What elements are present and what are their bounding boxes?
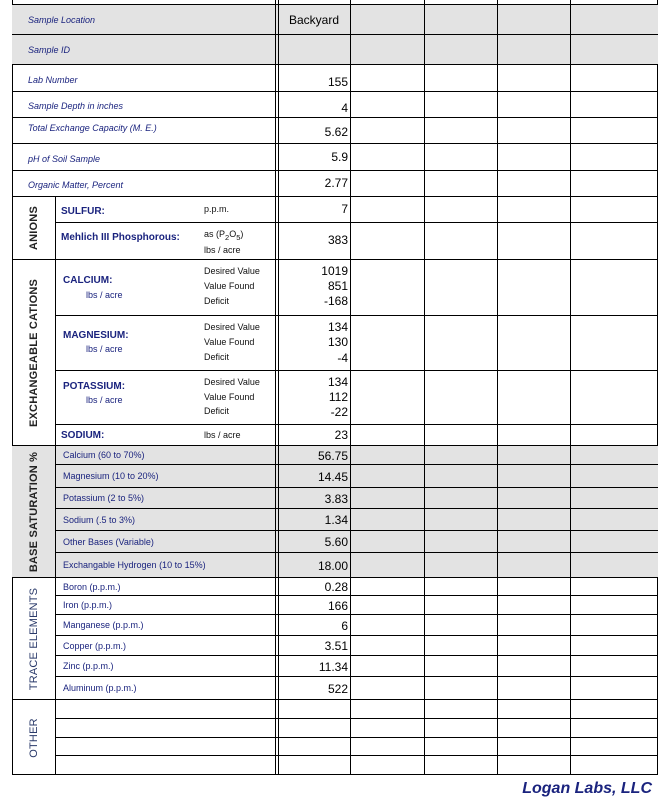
section-other [12, 700, 56, 775]
base-saturation-value: 14.45 [317, 470, 348, 484]
col-divider-3 [497, 0, 498, 775]
trace-value: 3.51 [324, 639, 348, 653]
row-sodium [56, 425, 658, 446]
calcium-deficit: -168 [323, 294, 348, 308]
base-saturation-value: 56.75 [317, 449, 348, 463]
ph-value: 5.9 [331, 150, 348, 164]
calcium-deficit-label: Deficit [204, 296, 230, 306]
sulfur-unit: p.p.m. [204, 204, 230, 214]
trace-label: Aluminum (p.p.m.) [63, 683, 137, 693]
trace-label: Copper (p.p.m.) [63, 641, 127, 651]
base-saturation-value: 18.00 [317, 559, 348, 573]
col-divider-4 [570, 0, 571, 775]
trace-title: TRACE ELEMENTS [27, 587, 40, 690]
base-saturation-value: 1.34 [324, 513, 348, 527]
magnesium-deficit-label: Deficit [204, 352, 230, 362]
row-potassium [56, 371, 658, 425]
other-row-3 [56, 738, 658, 756]
base-saturation-label: Calcium (60 to 70%) [63, 450, 145, 460]
row-organic-matter [12, 171, 658, 197]
row-tec [12, 118, 658, 144]
row-calcium [56, 260, 658, 316]
phosphorous-unit-2: lbs / acre [204, 245, 241, 255]
calcium-desired-label: Desired Value [204, 266, 260, 276]
organic-matter-value: 2.77 [324, 176, 348, 190]
magnesium-found: 130 [327, 335, 348, 349]
base-saturation-row [56, 553, 658, 578]
other-row-1 [56, 700, 658, 719]
other-title: OTHER [27, 717, 40, 758]
sample-depth-value: 4 [341, 101, 348, 115]
magnesium-found-label: Value Found [204, 337, 255, 347]
potassium-deficit-label: Deficit [204, 406, 230, 416]
phosphorous-label: Mehlich III Phosphorous: [61, 232, 180, 243]
row-lab-number [12, 65, 658, 92]
phosphorous-value: 383 [327, 233, 348, 247]
sodium-value: 23 [334, 428, 348, 442]
calcium-found-label: Value Found [204, 281, 255, 291]
base-saturation-row [56, 488, 658, 509]
base-saturation-row [56, 531, 658, 553]
trace-label: Zinc (p.p.m.) [63, 661, 114, 671]
base-saturation-row [56, 446, 658, 465]
trace-label: Iron (p.p.m.) [63, 600, 113, 610]
trace-row [56, 656, 658, 677]
sodium-unit: lbs / acre [204, 430, 241, 440]
base-saturation-label: Other Bases (Variable) [63, 537, 154, 547]
sample-location-value: Backyard [288, 13, 340, 27]
col-divider-a [275, 0, 276, 775]
trace-label: Manganese (p.p.m.) [63, 620, 144, 630]
col-divider-1 [350, 0, 351, 775]
potassium-desired-label: Desired Value [204, 377, 260, 387]
row-sample-location [12, 5, 658, 35]
sample-id-label: Sample ID [28, 45, 71, 55]
trace-value: 11.34 [318, 660, 348, 674]
magnesium-desired: 134 [327, 320, 348, 334]
trace-row [56, 615, 658, 636]
trace-value: 166 [327, 599, 348, 613]
sulfur-value: 7 [341, 202, 348, 216]
section-anions [12, 197, 56, 260]
magnesium-label: MAGNESIUM: [63, 330, 129, 341]
base-saturation-value: 5.60 [324, 535, 348, 549]
trace-value: 0.28 [324, 580, 348, 594]
base-saturation-row [56, 509, 658, 531]
potassium-found-label: Value Found [204, 392, 255, 402]
calcium-sub: lbs / acre [86, 290, 123, 300]
row-sample-depth [12, 92, 658, 118]
tec-label: Total Exchange Capacity (M. E.) [28, 123, 157, 133]
sulfur-label: SULFUR: [61, 206, 105, 217]
top-rule [12, 4, 658, 5]
potassium-label: POTASSIUM: [63, 381, 126, 392]
col-divider-2 [424, 0, 425, 775]
trace-row [56, 636, 658, 656]
trace-label: Boron (p.p.m.) [63, 582, 121, 592]
base-saturation-label: Potassium (2 to 5%) [63, 493, 145, 503]
calcium-desired: 1019 [321, 264, 348, 278]
anions-title: ANIONS [27, 206, 40, 250]
magnesium-desired-label: Desired Value [204, 322, 260, 332]
calcium-found: 851 [327, 279, 348, 293]
row-magnesium [56, 316, 658, 371]
other-row-2 [56, 719, 658, 738]
potassium-sub: lbs / acre [86, 395, 123, 405]
potassium-found: 112 [328, 390, 348, 404]
company-name: Logan Labs, LLC [522, 780, 652, 797]
phosphorous-unit: as $(P_2O_5)$ [204, 229, 244, 242]
organic-matter-label: Organic Matter, Percent [28, 180, 124, 190]
trace-row [56, 578, 658, 596]
row-phosphorous [56, 223, 658, 260]
base-saturation-value: 3.83 [324, 492, 348, 506]
cations-title: EXCHANGEABLE CATIONS [27, 278, 40, 427]
base-saturation-label: Exchangable Hydrogen (10 to 15%) [63, 560, 206, 570]
potassium-desired: 134 [327, 375, 348, 389]
base-saturation-title: BASE SATURATION % [27, 451, 40, 572]
trace-value: 6 [341, 619, 348, 633]
sodium-label: SODIUM: [61, 430, 105, 441]
section-trace [12, 578, 56, 700]
col-divider-b [278, 0, 279, 775]
base-saturation-label: Magnesium (10 to 20%) [63, 471, 159, 481]
potassium-deficit: -22 [330, 405, 348, 419]
base-saturation-label: Sodium (.5 to 3%) [63, 515, 136, 525]
trace-row [56, 677, 658, 700]
row-ph [12, 144, 658, 171]
row-sample-id [12, 35, 658, 65]
lab-number-label: Lab Number [28, 75, 78, 85]
ph-label: pH of Soil Sample [28, 154, 101, 164]
tec-value: 5.62 [324, 125, 348, 139]
lab-number-value: 155 [327, 75, 348, 89]
sample-location-label: Sample Location [28, 15, 96, 25]
section-cations [12, 260, 56, 446]
trace-value: 522 [327, 682, 348, 696]
magnesium-deficit: -4 [337, 351, 348, 365]
section-base-saturation [12, 446, 56, 578]
trace-row [56, 596, 658, 615]
magnesium-sub: lbs / acre [86, 344, 123, 354]
sample-depth-label: Sample Depth in inches [28, 101, 124, 111]
row-sulfur [56, 197, 658, 223]
calcium-label: CALCIUM: [63, 275, 113, 286]
base-saturation-row [56, 465, 658, 488]
